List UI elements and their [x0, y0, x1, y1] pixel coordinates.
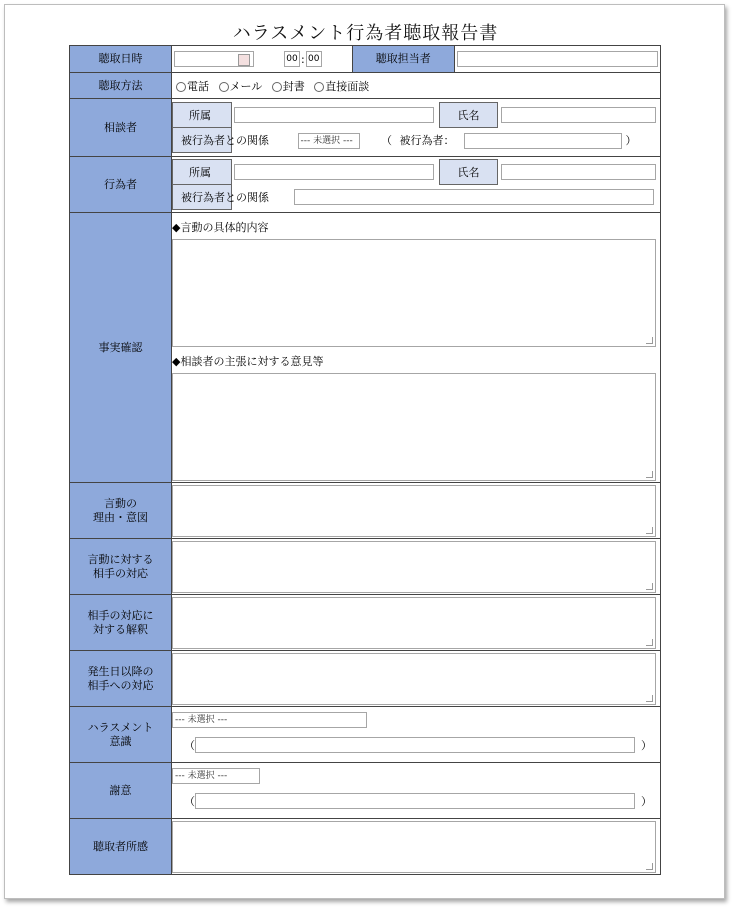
paren-close: ）	[641, 795, 652, 808]
time-separator: :	[301, 52, 305, 66]
consultant-fields	[172, 102, 660, 153]
page-title: ハラスメント行為者聴取報告書	[232, 23, 499, 44]
paren-open: （	[184, 739, 195, 752]
method-option-phone[interactable]: 電話	[176, 80, 209, 93]
facts-content-textarea[interactable]	[172, 239, 656, 347]
label-actor-relation: 被行為者との関係	[173, 185, 232, 210]
consultant-dept-input[interactable]	[234, 107, 434, 123]
label-awareness	[70, 707, 172, 763]
label-actor: 行為者	[70, 157, 172, 213]
label-awareness-line1: ハラスメント	[87, 720, 154, 734]
label-interpretation-line1: 相手の対応に	[87, 608, 154, 622]
label-victim: 被行為者：	[399, 133, 455, 147]
label-consultant-dept: 所属	[173, 103, 232, 128]
after-textarea[interactable]	[172, 653, 656, 705]
label-apology: 謝意	[70, 763, 172, 819]
actor-fields	[172, 159, 660, 210]
paren-close: ）	[625, 133, 637, 147]
label-consultant-relation: 被行為者との関係	[173, 128, 232, 153]
label-response	[70, 539, 172, 595]
radio-icon[interactable]	[219, 82, 229, 92]
relation-select[interactable]: --- 未選択 ---	[298, 133, 360, 149]
method-option-mail[interactable]: メール	[219, 80, 263, 93]
facts-heading-opinion: ◆相談者の主張に対する意見等	[172, 355, 324, 368]
radio-icon[interactable]	[176, 82, 186, 92]
label-impression: 聴取者所感	[70, 819, 172, 875]
label-interview-date: 聴取日時	[70, 46, 172, 73]
label-consultant-name: 氏名	[440, 103, 498, 128]
apology-detail-input[interactable]	[195, 793, 635, 809]
calendar-icon[interactable]	[238, 54, 250, 66]
label-interview-method: 聴取方法	[70, 73, 172, 99]
label-reason-line2: 理由・意図	[93, 510, 148, 524]
actor-relation-input[interactable]	[294, 189, 654, 205]
method-option-letter[interactable]: 封書	[272, 80, 305, 93]
facts-heading-content: ◆言動の具体的内容	[172, 221, 269, 234]
minute-input[interactable]: 00	[306, 51, 322, 67]
victim-input[interactable]	[464, 133, 622, 149]
interviewer-input[interactable]	[457, 51, 658, 67]
label-awareness-line2: 意識	[109, 734, 132, 748]
date-input[interactable]	[174, 51, 254, 67]
label-actor-dept: 所属	[173, 160, 232, 185]
label-reason-line1: 言動の	[104, 496, 137, 510]
consultant-name-input[interactable]	[501, 107, 656, 123]
radio-icon[interactable]	[272, 82, 282, 92]
apology-select[interactable]: --- 未選択 ---	[172, 768, 260, 784]
awareness-select[interactable]: --- 未選択 ---	[172, 712, 367, 728]
interpretation-textarea[interactable]	[172, 597, 656, 649]
label-response-line2: 相手の対応	[93, 566, 148, 580]
awareness-detail-input[interactable]	[195, 737, 635, 753]
radio-icon[interactable]	[314, 82, 324, 92]
actor-name-input[interactable]	[501, 164, 656, 180]
label-response-line1: 言動に対する	[87, 552, 154, 566]
label-actor-name: 氏名	[440, 160, 498, 185]
facts-opinion-textarea[interactable]	[172, 373, 656, 481]
reason-textarea[interactable]	[172, 485, 656, 537]
paren-close: ）	[641, 739, 652, 752]
paren-open: （	[184, 795, 195, 808]
actor-dept-input[interactable]	[234, 164, 434, 180]
label-consultant: 相談者	[70, 99, 172, 157]
response-textarea[interactable]	[172, 541, 656, 593]
method-option-direct[interactable]: 直接面談	[314, 80, 369, 93]
impression-textarea[interactable]	[172, 821, 656, 873]
label-facts: 事実確認	[70, 213, 172, 483]
hour-input[interactable]: 00	[284, 51, 300, 67]
label-after	[70, 651, 172, 707]
label-interviewer: 聴取担当者	[352, 46, 455, 72]
label-interpretation-line2: 対する解釈	[93, 622, 148, 636]
label-reason	[70, 483, 172, 539]
paren-open: （	[381, 133, 392, 147]
report-sheet	[4, 4, 725, 899]
report-form	[69, 45, 661, 875]
label-after-line2: 相手への対応	[87, 678, 154, 692]
label-after-line1: 発生日以降の	[87, 664, 154, 678]
label-interpretation	[70, 595, 172, 651]
